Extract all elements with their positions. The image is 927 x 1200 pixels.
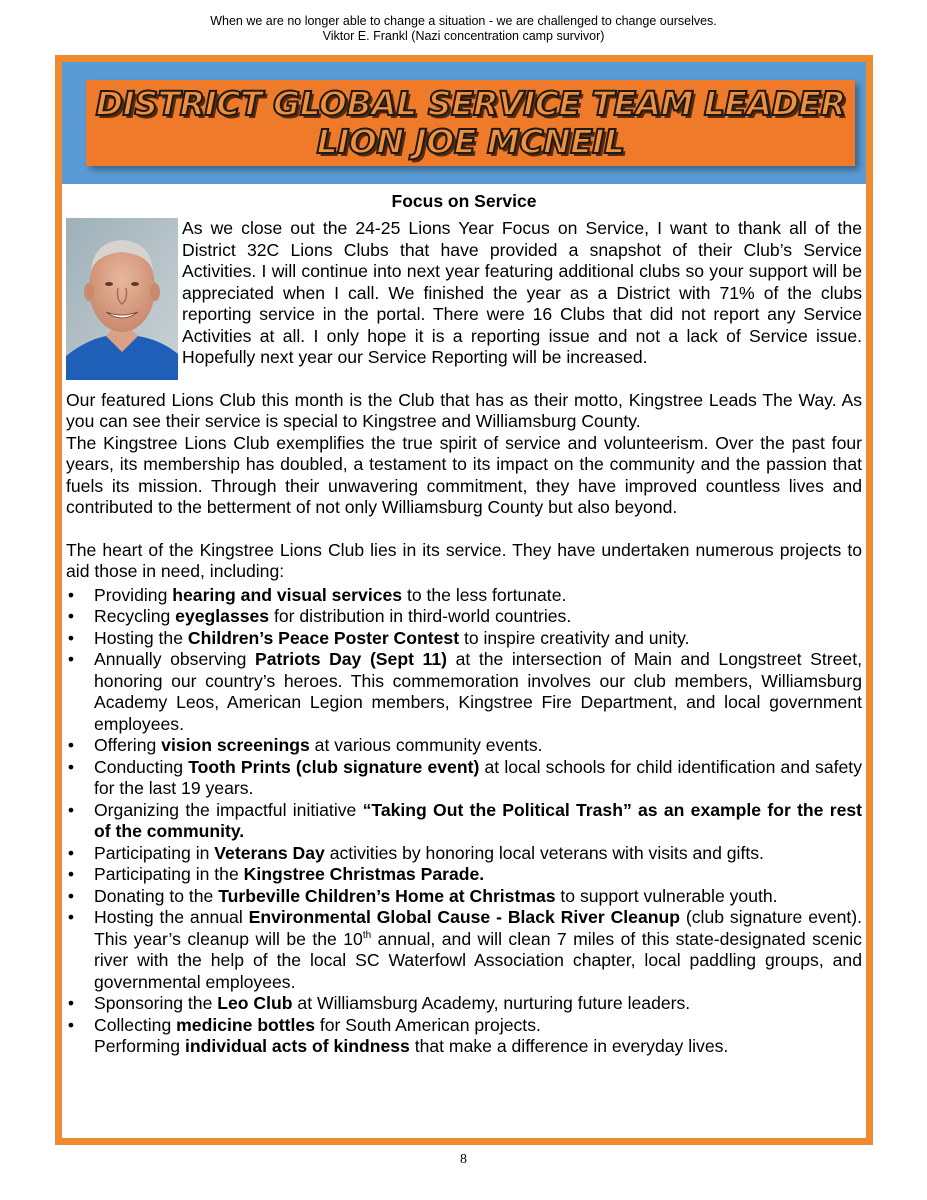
service-item: • Annually observing Patriots Day (Sept 11) at the intersection of Main and Longstreet Street, honoring our country’s heroes. This commemoration involves our club members, Williamsburg Academy Leos, American Legion members, Kingstree Fire Department, and local government employees.	[67, 649, 862, 734]
bullet-icon: •	[67, 649, 75, 669]
service-item: • Hosting the annual Environmental Global Cause - Black River Cleanup (club signature event). This year’s cleanup will be the 10th annual, and will clean 7 miles of this state-designated scenic river with the help of the local SC Waterfowl Association chapter, local paddling groups, and governmental employees.	[67, 907, 862, 992]
service-item: • Organizing the impactful initiative “Taking Out the Political Trash” as an example for the rest of the community.	[67, 799, 862, 841]
service-item: • Sponsoring the Leo Club at Williamsburg Academy, nurturing future leaders.	[67, 993, 691, 1013]
portrait-photo	[66, 218, 178, 380]
service-item: • Providing hearing and visual services to the less fortunate.	[67, 584, 567, 605]
bullet-icon: •	[67, 799, 75, 820]
spacer	[66, 369, 862, 390]
spacer	[66, 519, 862, 540]
portrait-image	[66, 218, 178, 380]
service-item: • Offering vision screenings at various community events.	[67, 735, 543, 755]
bullet-icon: •	[67, 885, 75, 906]
article-frame	[55, 55, 873, 1145]
service-item: • Participating in Veterans Day activities by honoring local veterans with visits and gifts.	[67, 842, 764, 863]
bullet-icon: •	[67, 735, 75, 755]
bullet-icon: •	[67, 1014, 75, 1035]
bullet-icon: •	[67, 864, 75, 884]
service-item-unbulleted: Performing individual acts of kindness that make a difference in everyday lives.	[94, 1036, 729, 1056]
quote-attribution: Viktor E. Frankl (Nazi concentration camp survivor)	[322, 29, 605, 43]
service-item: • Hosting the Children’s Peace Poster Contest to inspire creativity and unity.	[67, 627, 690, 648]
banner-title: DISTRICT GLOBAL SERVICE TEAM LEADER	[95, 84, 846, 123]
title-banner	[62, 62, 866, 184]
bullet-icon: •	[67, 907, 75, 927]
epigraph	[0, 14, 927, 44]
service-item: • Donating to the Turbeville Children’s Home at Christmas to support vulnerable youth.	[67, 885, 778, 906]
bullet-icon: •	[67, 993, 75, 1013]
bullet-icon: •	[67, 756, 75, 777]
service-list	[66, 585, 862, 1037]
article-body	[66, 190, 862, 1058]
service-item: • Collecting medicine bottles for South American projects.	[67, 1014, 541, 1035]
banner-name: LION JOE MCNEIL	[316, 122, 625, 161]
bullet-icon: •	[67, 627, 75, 648]
bullet-icon: •	[67, 584, 75, 605]
bullet-icon: •	[67, 842, 75, 863]
title-banner-inner	[86, 80, 855, 166]
exemplifies-paragraph: The Kingstree Lions Club exemplifies the true spirit of service and volunteerism. Over the past four years, its membership has doubled, a testament to its impact on the community and the passion that fuels its mission. Through their unwavering commitment, they have improved countless lives and contributed to the betterment of not only Williamsburg County but also beyond.	[66, 432, 862, 517]
service-item: • Conducting Tooth Prints (club signature event) at local schools for child identification and safety for the last 19 years.	[67, 756, 862, 798]
intro-paragraph: As we close out the 24-25 Lions Year Focus on Service, I want to thank all of the District 32C Lions Clubs that have provided a snapshot of their Club’s Service Activities. I will continue into next year featuring additional clubs so your support will be appreciated when I call. We finished the year as a District with 71% of the clubs reporting service in the portal. There were 16 Clubs that did not report any Service Activities at all. I only hope it is a reporting issue and not a lack of Service issue. Hopefully next year our Service Reporting will be increased.	[182, 218, 862, 367]
section-title: Focus on Service	[391, 191, 537, 211]
heart-paragraph: The heart of the Kingstree Lions Club lies in its service. They have undertaken numerous projects to aid those in need, including:	[66, 539, 862, 581]
featured-paragraph: Our featured Lions Club this month is the Club that has as their motto, Kingstree Leads The Way. As you can see their service is special to Kingstree and Williamsburg County.	[66, 389, 862, 431]
service-item: • Recycling eyeglasses for distribution in third-world countries.	[67, 606, 572, 626]
quote-text: When we are no longer able to change a situation - we are challenged to change ourselves.	[210, 14, 717, 28]
bullet-icon: •	[67, 606, 75, 626]
service-item: • Participating in the Kingstree Christmas Parade.	[67, 864, 485, 884]
page-number: 8	[460, 1152, 467, 1167]
